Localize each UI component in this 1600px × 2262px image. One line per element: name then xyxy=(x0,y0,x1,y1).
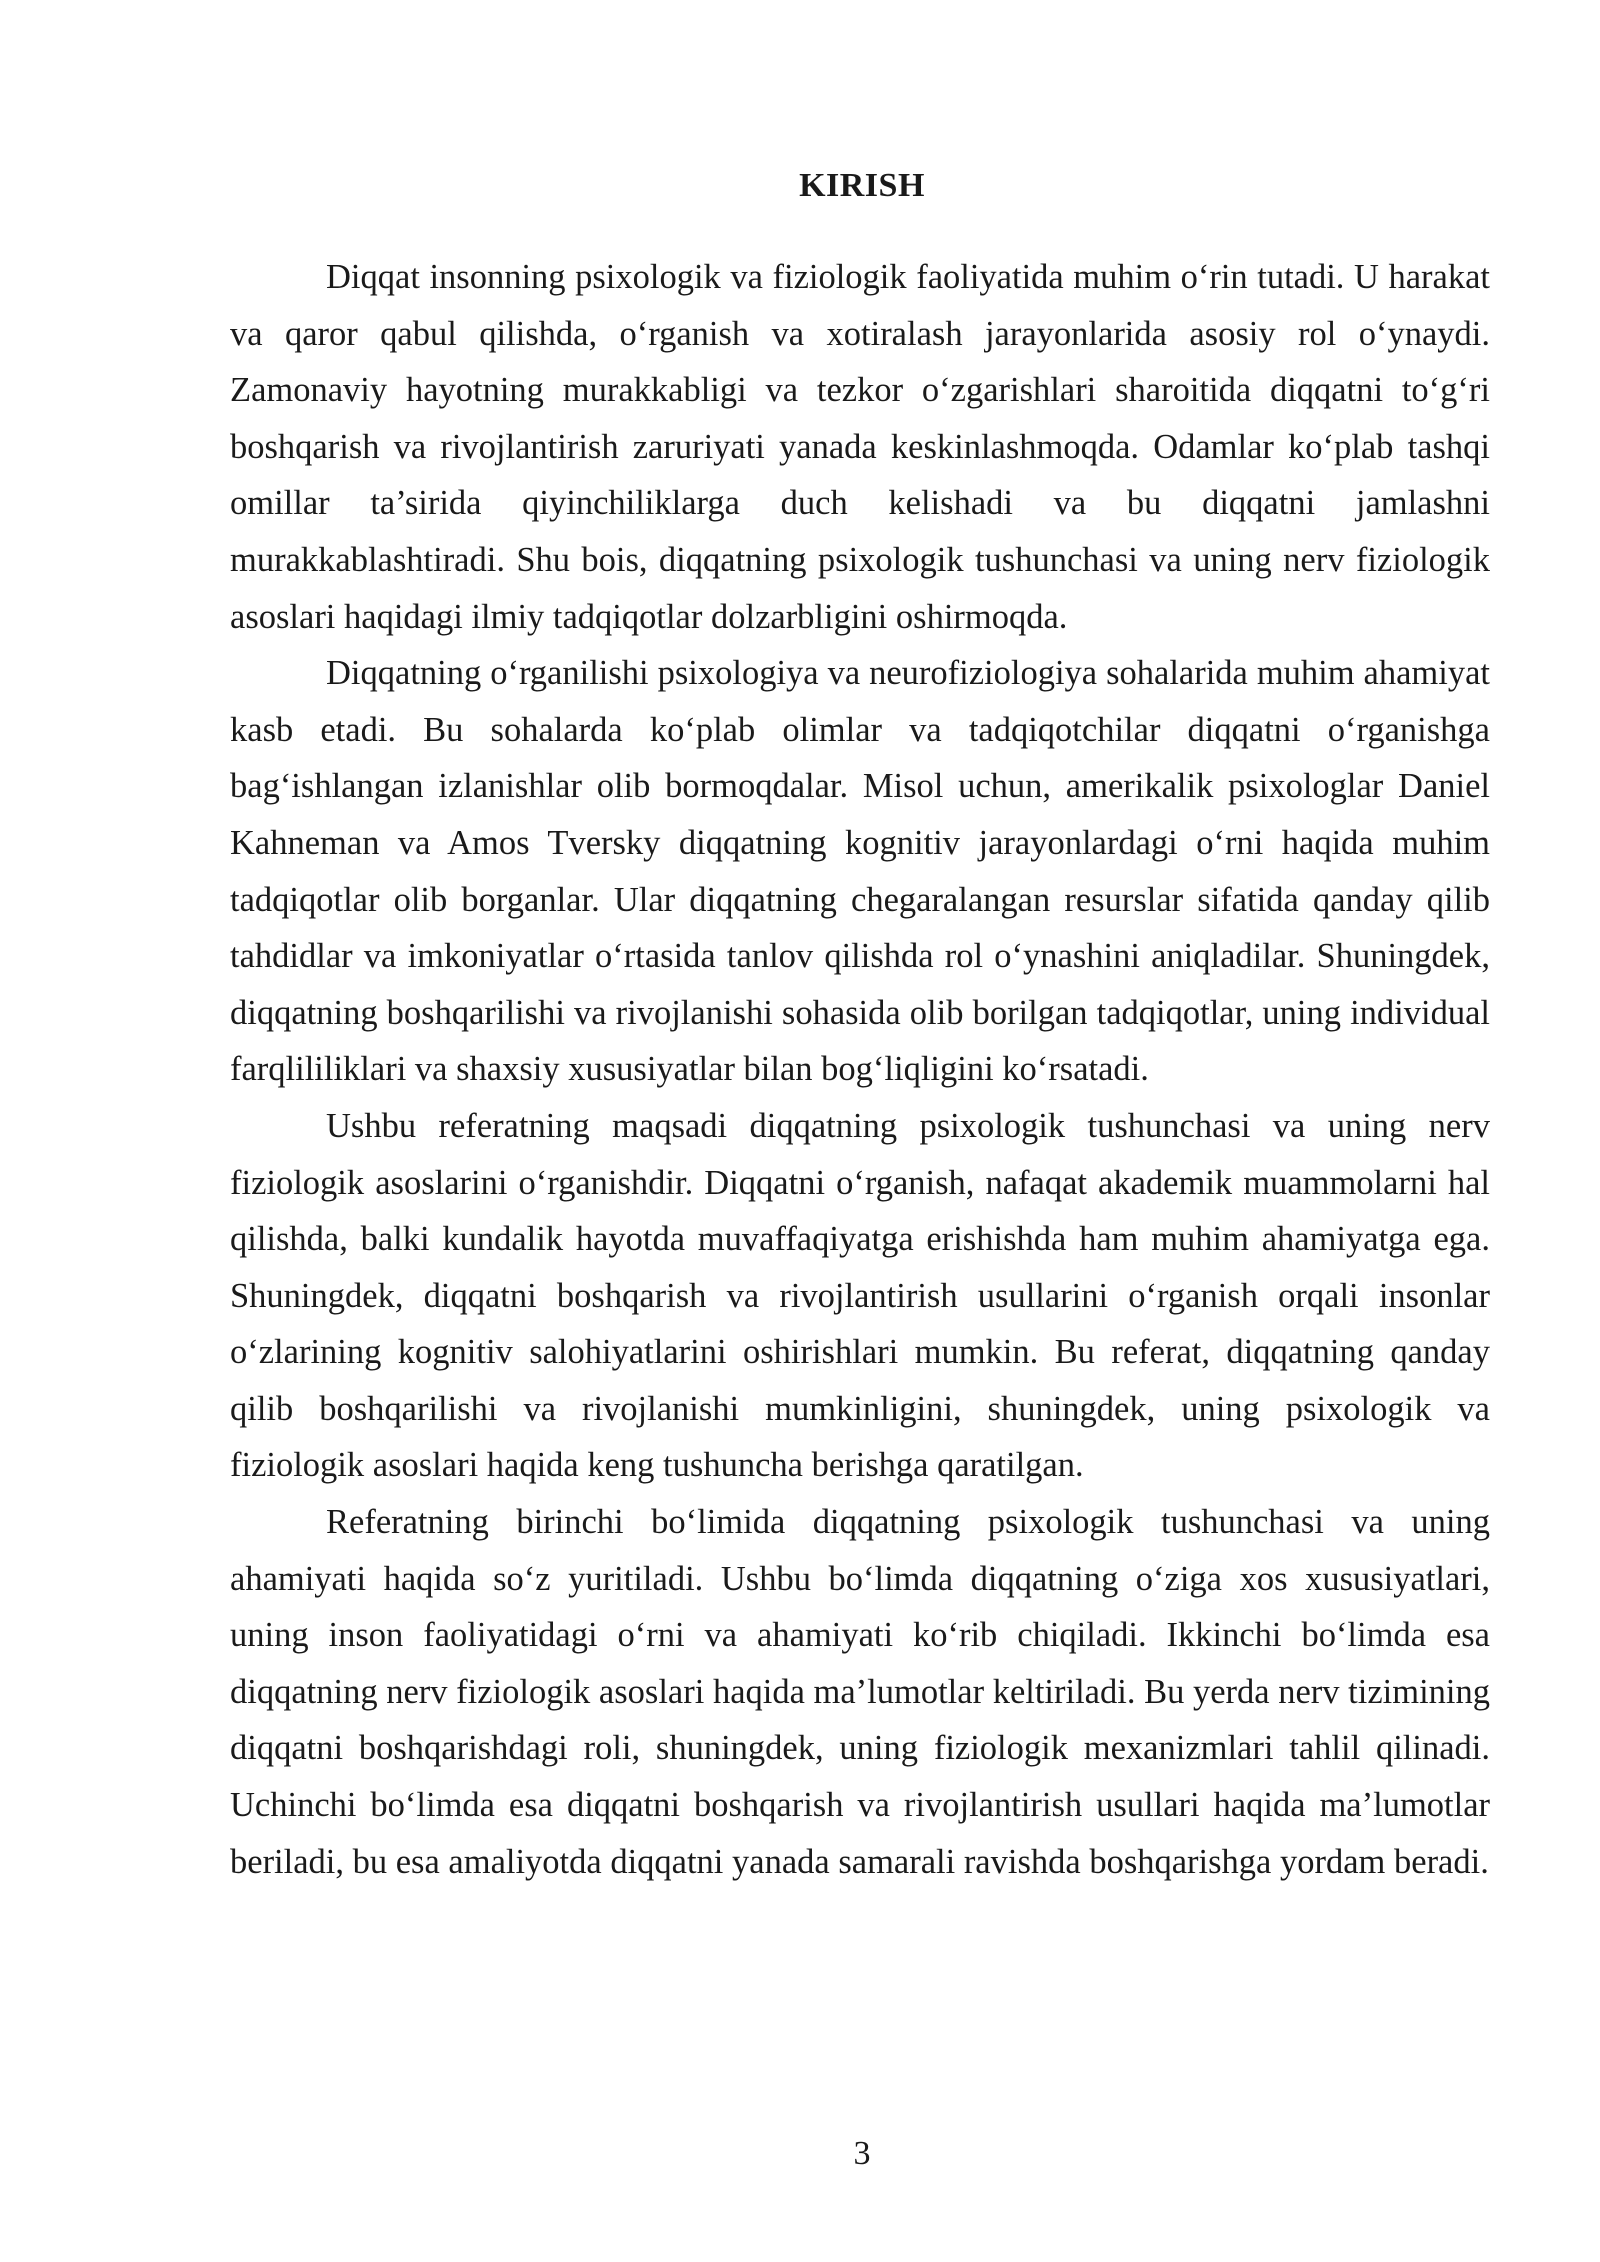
page-number: 3 xyxy=(853,2135,871,2172)
paragraph-1: Diqqat insonning psixologik va fiziologik faoliyatida muhim o‘rin tutadi. U harakat va qaror qabul qilishda, o‘rganish va xotiralash jarayonlarida asosiy rol o‘ynaydi. Zamonaviy hayotning murakkabligi va tezkor o‘zgarishlari sharoitida diqqatni to‘g‘ri boshqarish va rivojlantirish zaruriyati yanada keskinlashmoqda. Odamlar ko‘plab tashqi omillar ta’sirida qiyinchiliklarga duch kelishadi va bu diqqatni jamlashni murakkablashtiradi. Shu bois, diqqatning psixologik tushunchasi va uning nerv fiziologik asoslari haqidagi ilmiy tadqiqotlar dolzarbligini oshirmoqda. xyxy=(230,258,1490,636)
paragraph-3: Ushbu referatning maqsadi diqqatning psixologik tushunchasi va uning nerv fiziologik asoslarini o‘rganishdir. Diqqatni o‘rganish, nafaqat akademik muammolarni hal qilishda, balki kundalik hayotda muvaffaqiyatga erishishda ham muhim ahamiyatga ega. Shuningdek, diqqatni boshqarish va rivojlantirish usullarini o‘rganish orqali insonlar o‘zlarining kognitiv salohiyatlarini oshirishlari mumkin. Bu referat, diqqatning qanday qilib boshqarilishi va rivojlanishi mumkinligini, shuningdek, uning psixologik va fiziologik asoslari haqida keng tushuncha berishga qaratilgan. xyxy=(230,1106,1490,1485)
section-heading: KIRISH xyxy=(799,167,925,204)
paragraph-2: Diqqatning o‘rganilishi psixologiya va neurofiziologiya sohalarida muhim ahamiyat kasb etadi. Bu sohalarda ko‘plab olimlar va tadqiqotchilar diqqatni o‘rganishga bag‘ishlangan izlanishlar olib bormoqdalar. Misol uchun, amerikalik psixologlar Daniel Kahneman va Amos Tversky diqqatning kognitiv jarayonlardagi o‘rni haqida muhim tadqiqotlar olib borganlar. Ular diqqatning chegaralangan resurslar sifatida qanday qilib tahdidlar va imkoniyatlar o‘rtasida tanlov qilishda rol o‘ynashini aniqladilar. Shuningdek, diqqatning boshqarilishi va rivojlanishi sohasida olib borilgan tadqiqotlar, uning individual farqlililiklari va shaxsiy xususiyatlar bilan bog‘liqligini ko‘rsatadi. xyxy=(230,654,1490,1089)
body-text xyxy=(230,249,1490,1890)
paragraph-4: Referatning birinchi bo‘limida diqqatning psixologik tushunchasi va uning ahamiyati haqida so‘z yuritiladi. Ushbu bo‘limda diqqatning o‘ziga xos xususiyatlari, uning inson faoliyatidagi o‘rni va ahamiyati ko‘rib chiqiladi. Ikkinchi bo‘limda esa diqqatning nerv fiziologik asoslari haqida ma’lumotlar keltiriladi. Bu yerda nerv tizimining diqqatni boshqarishdagi roli, shuningdek, uning fiziologik mexanizmlari tahlil qilinadi. Uchinchi bo‘limda esa diqqatni boshqarish va rivojlantirish usullari haqida ma’lumotlar beriladi, bu esa amaliyotda diqqatni yanada samarali ravishda boshqarishga yordam beradi. xyxy=(230,1503,1490,1881)
